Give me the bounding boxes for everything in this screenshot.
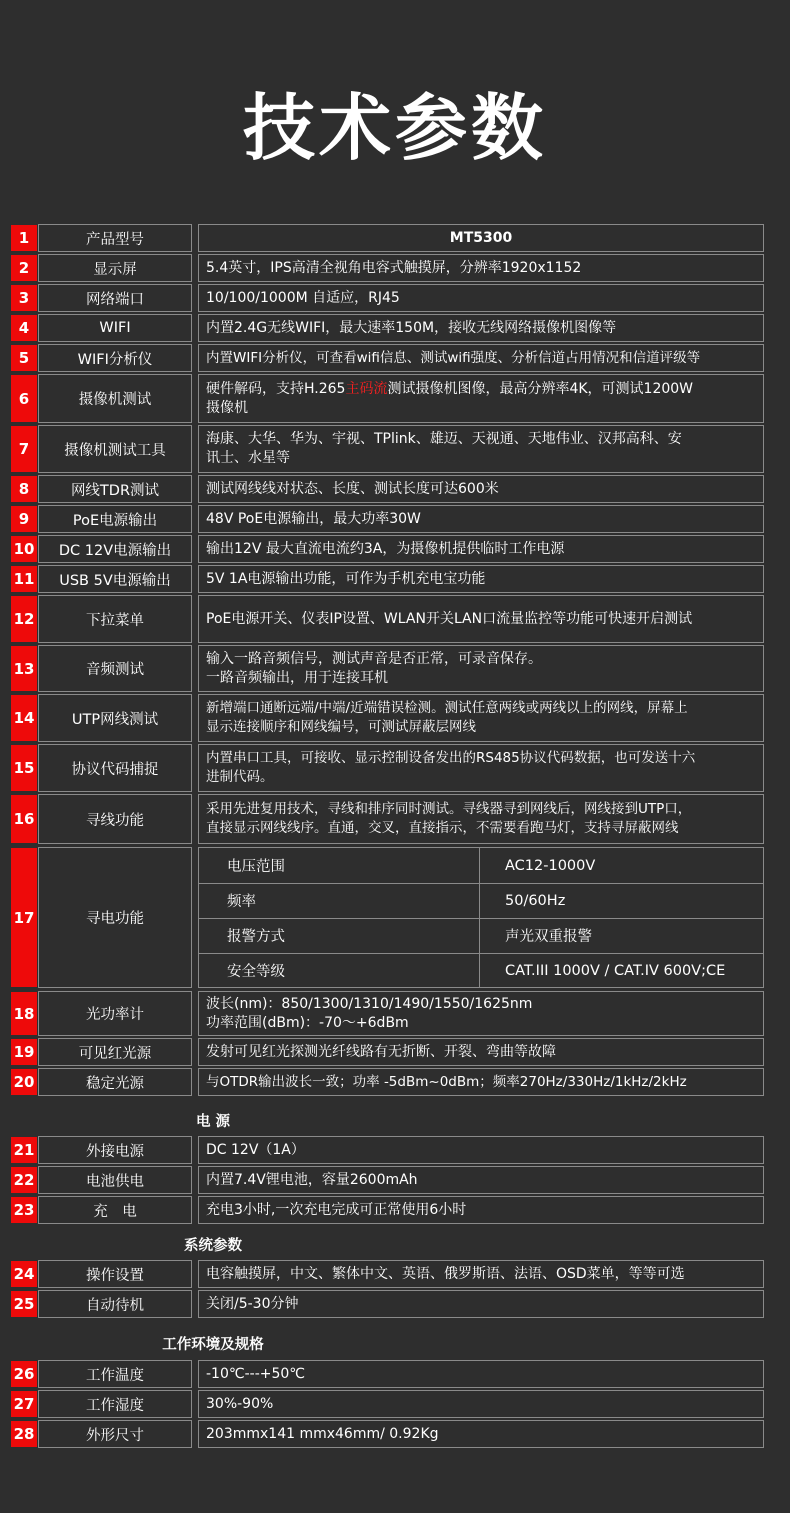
spec-value-line: 海康、大华、华为、宇视、TPlink、雄迈、天视通、天地伟业、汉邦高科、安 — [206, 431, 682, 447]
section-heading-system: 系统参数 — [184, 1238, 242, 1254]
row-number: 16 — [11, 795, 37, 843]
spec-row-12 — [0, 595, 790, 643]
row-number: 19 — [11, 1039, 37, 1065]
row-number: 3 — [11, 285, 37, 311]
sub-value: 50/60Hz — [505, 892, 566, 909]
spec-name: UTP网线测试 — [38, 694, 192, 742]
spec-value-line: 摄像机 — [206, 399, 248, 416]
spec-value — [198, 645, 764, 692]
spec-name: 寻线功能 — [38, 794, 192, 844]
spec-name: 外接电源 — [38, 1136, 192, 1164]
spec-name: 充 电 — [38, 1196, 192, 1224]
row-number: 20 — [11, 1069, 37, 1095]
spec-name: 稳定光源 — [38, 1068, 192, 1096]
spec-value — [198, 425, 764, 473]
row-number: 18 — [11, 992, 37, 1035]
spec-value-part: 硬件解码，支持H.265 — [206, 380, 346, 397]
spec-value — [198, 694, 764, 742]
sub-key: 报警方式 — [227, 929, 285, 945]
spec-name: 光功率计 — [38, 991, 192, 1036]
spec-name: 可见红光源 — [38, 1038, 192, 1066]
spec-row-4 — [0, 314, 790, 342]
spec-row-3 — [0, 284, 790, 312]
row-number: 7 — [11, 426, 37, 472]
spec-name: 摄像机测试工具 — [38, 425, 192, 473]
row-number: 27 — [11, 1391, 37, 1417]
spec-value-line: 一路音频输出，用于连接耳机 — [206, 669, 388, 686]
spec-row-19 — [0, 1038, 790, 1066]
spec-name: 自动待机 — [38, 1290, 192, 1318]
row-number: 14 — [11, 695, 37, 741]
row-number: 15 — [11, 745, 37, 791]
spec-name: 协议代码捕捉 — [38, 744, 192, 792]
spec-value-line: 功率范围(dBm)：-70～+6dBm — [206, 1014, 409, 1031]
row-number: 4 — [11, 315, 37, 341]
spec-value: 测试网线线对状态、长度、测试长度可达600米 — [198, 475, 764, 503]
spec-row-14 — [0, 694, 790, 742]
spec-value: -10℃---+50℃ — [198, 1360, 764, 1388]
row-number: 6 — [11, 375, 37, 422]
spec-row-17 — [0, 847, 790, 988]
spec-name: 产品型号 — [38, 224, 192, 252]
spec-name: 外形尺寸 — [38, 1420, 192, 1448]
spec-value: 10/100/1000M 自适应，RJ45 — [198, 284, 764, 312]
spec-value-line: 直接显示网线线序。直通，交叉，直接指示，不需要看跑马灯，支持寻屏蔽网线 — [206, 820, 679, 836]
spec-value-part: 测试摄像机图像，最高分辨率4K，可测试1200W — [387, 380, 694, 397]
spec-value-line: 进制代码。 — [206, 769, 274, 785]
spec-name: 网线TDR测试 — [38, 475, 192, 503]
spec-row-28 — [0, 1420, 790, 1448]
spec-name: WIFI — [38, 314, 192, 342]
spec-value: DC 12V（1A） — [198, 1136, 764, 1164]
spec-row-2 — [0, 254, 790, 282]
sub-value: AC12-1000V — [505, 857, 596, 874]
spec-value-line: 讯士、水星等 — [206, 450, 290, 466]
spec-name: USB 5V电源输出 — [38, 565, 192, 593]
row-number: 10 — [11, 536, 37, 562]
spec-value: 30%-90% — [198, 1390, 764, 1418]
spec-value: 与OTDR输出波长一致；功率 -5dBm~0dBm；频率270Hz/330Hz/1kHz/2kHz — [198, 1068, 764, 1096]
spec-row-25 — [0, 1290, 790, 1318]
spec-value-line: 内置串口工具，可接收、显示控制设备发出的RS485协议代码数据，也可发送十六 — [206, 750, 696, 766]
spec-value — [198, 744, 764, 792]
row-number: 17 — [11, 848, 37, 987]
spec-row-7 — [0, 425, 790, 473]
row-number: 5 — [11, 345, 37, 371]
spec-name: 显示屏 — [38, 254, 192, 282]
spec-value-line: 波长(nm)：850/1300/1310/1490/1550/1625nm — [206, 995, 533, 1012]
sub-table-row — [199, 953, 763, 988]
section-heading-environment: 工作环境及规格 — [162, 1337, 264, 1353]
spec-row-18 — [0, 991, 790, 1036]
spec-row-27 — [0, 1390, 790, 1418]
row-number: 1 — [11, 225, 37, 251]
spec-row-1 — [0, 224, 790, 252]
spec-name: 操作设置 — [38, 1260, 192, 1288]
highlight-text: 主码流 — [345, 380, 388, 397]
row-number: 8 — [11, 476, 37, 502]
spec-name: 音频测试 — [38, 645, 192, 692]
spec-name: 工作湿度 — [38, 1390, 192, 1418]
spec-name: 工作温度 — [38, 1360, 192, 1388]
spec-value: 充电3小时,一次充电完成可正常使用6小时 — [198, 1196, 764, 1224]
row-number: 9 — [11, 506, 37, 532]
sub-value: 声光双重报警 — [505, 929, 592, 945]
row-number: 26 — [11, 1361, 37, 1387]
spec-row-23 — [0, 1196, 790, 1224]
spec-value-line: 新增端口通断远端/中端/近端错误检测。测试任意两线或两线以上的网线，屏幕上 — [206, 700, 688, 716]
sub-table-row — [199, 883, 763, 919]
spec-value: 电容触摸屏，中文、繁体中文、英语、俄罗斯语、法语、OSD菜单，等等可选 — [198, 1260, 764, 1288]
sub-table-row — [199, 918, 763, 954]
spec-row-6 — [0, 374, 790, 423]
spec-row-26 — [0, 1360, 790, 1388]
spec-row-13 — [0, 645, 790, 692]
spec-name: 下拉菜单 — [38, 595, 192, 643]
sub-table-row — [199, 848, 763, 884]
spec-row-22 — [0, 1166, 790, 1194]
spec-value: 关闭/5-30分钟 — [198, 1290, 764, 1318]
spec-value: 48V PoE电源输出，最大功率30W — [198, 505, 764, 533]
sub-value: CAT.III 1000V / CAT.IV 600V;CE — [505, 962, 726, 979]
spec-row-15 — [0, 744, 790, 792]
row-number: 21 — [11, 1137, 37, 1163]
spec-value: 内置WIFI分析仪，可查看wifi信息、测试wifi强度、分析信道占用情况和信道评级等 — [198, 344, 764, 372]
spec-row-10 — [0, 535, 790, 563]
spec-row-11 — [0, 565, 790, 593]
row-number: 24 — [11, 1261, 37, 1287]
spec-value: 输出12V 最大直流电流约3A，为摄像机提供临时工作电源 — [198, 535, 764, 563]
sub-key: 频率 — [227, 894, 256, 910]
spec-value: 5.4英寸，IPS高清全视角电容式触摸屏，分辨率1920x1152 — [198, 254, 764, 282]
spec-value — [198, 991, 764, 1036]
spec-name: DC 12V电源输出 — [38, 535, 192, 563]
spec-row-16 — [0, 794, 790, 844]
spec-value: 发射可见红光探测光纤线路有无折断、开裂、弯曲等故障 — [198, 1038, 764, 1066]
spec-value: 203mmx141 mmx46mm/ 0.92Kg — [198, 1420, 764, 1448]
spec-value-line: 显示连接顺序和网线编号，可测试屏蔽层网线 — [206, 719, 476, 735]
spec-value — [198, 374, 764, 423]
sub-key: 电压范围 — [227, 859, 285, 875]
row-number: 2 — [11, 255, 37, 281]
row-number: 12 — [11, 596, 37, 642]
row-number: 28 — [11, 1421, 37, 1447]
spec-value — [198, 794, 764, 844]
spec-row-5 — [0, 344, 790, 372]
spec-row-20 — [0, 1068, 790, 1096]
spec-name: 寻电功能 — [38, 847, 192, 988]
spec-value: MT5300 — [198, 224, 764, 252]
section-heading-power: 电 源 — [195, 1114, 231, 1130]
spec-name: PoE电源输出 — [38, 505, 192, 533]
spec-value-line: 输入一路音频信号，测试声音是否正常，可录音保存。 — [206, 650, 542, 667]
spec-name: 摄像机测试 — [38, 374, 192, 423]
spec-name: WIFI分析仪 — [38, 344, 192, 372]
spec-row-24 — [0, 1260, 790, 1288]
spec-value: 内置2.4G无线WIFI，最大速率150M，接收无线网络摄像机图像等 — [198, 314, 764, 342]
row-number: 13 — [11, 646, 37, 691]
page-title: 技术参数 — [242, 86, 547, 170]
spec-value: PoE电源开关、仪表IP设置、WLAN开关LAN口流量监控等功能可快速开启测试 — [198, 595, 764, 643]
spec-value: 5V 1A电源输出功能，可作为手机充电宝功能 — [198, 565, 764, 593]
spec-row-8 — [0, 475, 790, 503]
row-number: 25 — [11, 1291, 37, 1317]
spec-row-9 — [0, 505, 790, 533]
row-number: 11 — [11, 566, 37, 592]
row-number: 23 — [11, 1197, 37, 1223]
row-number: 22 — [11, 1167, 37, 1193]
sub-key: 安全等级 — [227, 964, 285, 980]
sub-table — [198, 847, 764, 988]
spec-value-line: 采用先进复用技术，寻线和排序同时测试。寻线器寻到网线后，网线接到UTP口， — [206, 801, 692, 817]
spec-row-21 — [0, 1136, 790, 1164]
spec-name: 网络端口 — [38, 284, 192, 312]
spec-value: 内置7.4V锂电池，容量2600mAh — [198, 1166, 764, 1194]
spec-name: 电池供电 — [38, 1166, 192, 1194]
